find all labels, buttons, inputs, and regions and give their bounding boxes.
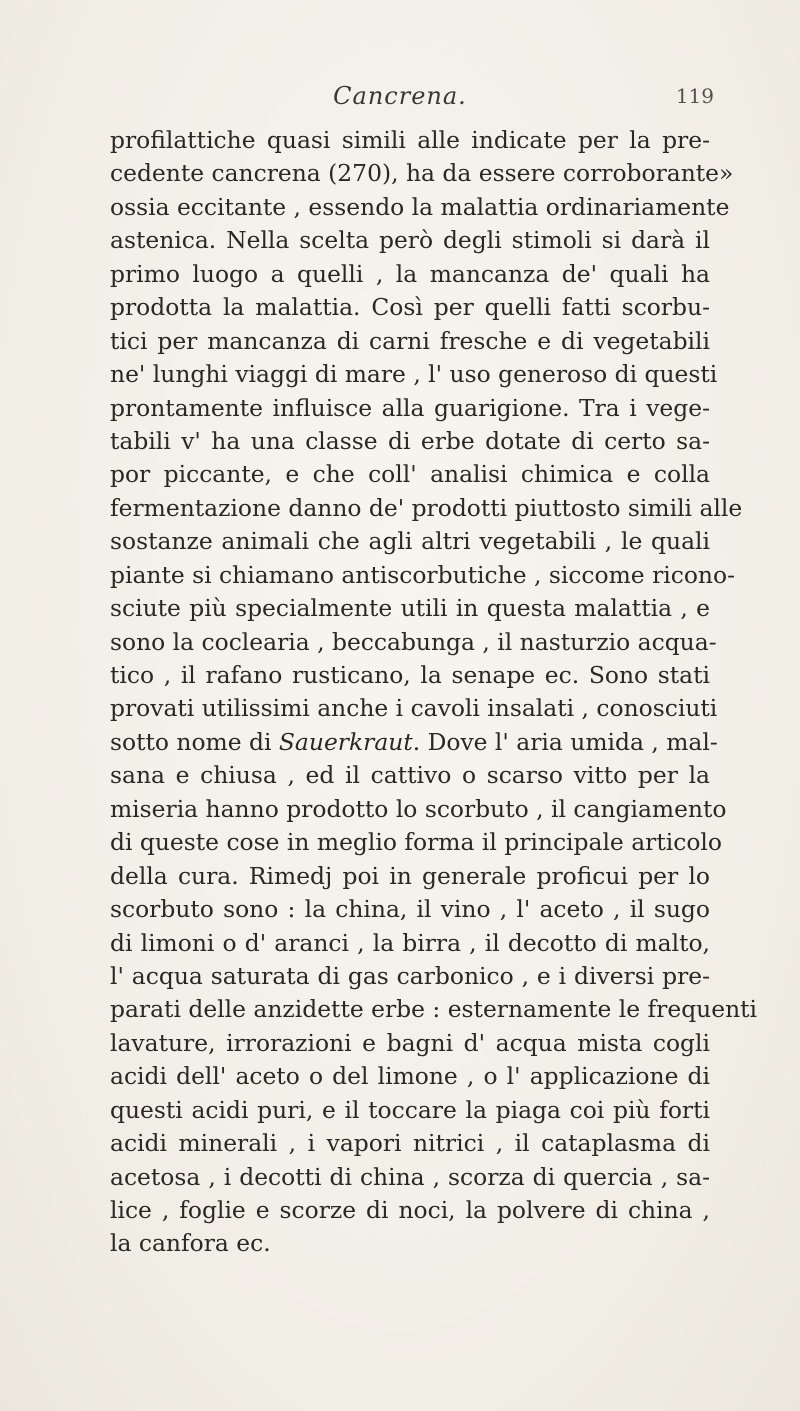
text-line: por piccante, e che coll' analisi chimica e colla	[110, 460, 710, 489]
text-line: sana e chiusa , ed il cattivo o scarso vitto per la	[110, 761, 710, 790]
text-line: lice , foglie e scorze di noci, la polvere di china ,	[110, 1196, 710, 1224]
text-line: primo luogo a quelli , la mancanza de' quali ha	[110, 259, 710, 288]
text-line: scorbuto sono : la china, il vino , l' aceto , il sugo	[110, 895, 710, 924]
text-line: tabili v' ha una classe di erbe dotate di certo sa-	[110, 426, 710, 455]
running-head	[0, 82, 800, 112]
text-line: tico , il rafano rusticano, la senape ec. Sono stati	[110, 661, 710, 689]
text-line: acetosa , i decotti di china , scorza di quercia , sa-	[110, 1162, 710, 1191]
text-line: cedente cancrena (270), ha da essere corroborante»	[110, 159, 734, 188]
page-number: 119	[675, 84, 714, 108]
text-line: sostanze animali che agli altri vegetabili , le quali	[110, 527, 710, 556]
text-line: parati delle anzidette erbe : esternamente le frequenti	[110, 995, 758, 1024]
text-line: piante si chiamano antiscorbutiche , siccome ricono-	[110, 560, 735, 589]
italic-term: Sauerkraut	[278, 727, 413, 756]
body-text	[110, 124, 758, 1261]
text-line: provati utilissimi anche i cavoli insalati , conosciuti	[110, 694, 718, 723]
text-line: miseria hanno prodotto lo scorbuto , il cangiamento	[110, 794, 727, 823]
text-line: ossia eccitante , essendo la malattia ordinariamente	[110, 192, 730, 221]
text-line: questi acidi puri, e il toccare la piaga coi più forti	[110, 1095, 710, 1124]
text-line: fermentazione danno de' prodotti piuttosto simili alle	[110, 493, 743, 522]
text-line: acidi dell' aceto o del limone , o l' applicazione di	[110, 1062, 710, 1091]
text-line: sciute più specialmente utili in questa malattia , e	[110, 594, 710, 623]
text-line: di limoni o d' aranci , la birra , il decotto di malto,	[110, 928, 710, 957]
text-line: lavature, irrorazioni e bagni d' acqua mista cogli	[110, 1028, 710, 1057]
text-line: profilattiche quasi simili alle indicate per la pre-	[110, 126, 710, 154]
text-line: sotto nome di Sauerkraut. Dove l' aria umida , mal-	[110, 727, 718, 756]
text-line: prodotta la malattia. Così per quelli fatti scorbu-	[110, 293, 710, 322]
text-line: della cura. Rimedj poi in generale proficui per lo	[110, 861, 710, 890]
text-line: la canfora ec.	[110, 1229, 271, 1258]
text-line: l' acqua saturata di gas carbonico , e i diversi pre-	[110, 961, 710, 990]
text-line: acidi minerali , i vapori nitrici , il cataplasma di	[110, 1129, 710, 1158]
running-title: Cancrena.	[333, 82, 467, 110]
text-line: di queste cose in meglio forma il principale articolo	[110, 828, 722, 857]
text-line: prontamente influisce alla guarigione. Tra i vege-	[110, 393, 710, 422]
text-line: astenica. Nella scelta però degli stimoli si darà il	[110, 226, 710, 255]
text-line: sono la coclearia , beccabunga , il nasturzio acqua-	[110, 627, 717, 656]
text-line: ne' lunghi viaggi di mare , l' uso generoso di questi	[110, 360, 718, 389]
text-line: tici per mancanza di carni fresche e di vegetabili	[110, 326, 710, 355]
